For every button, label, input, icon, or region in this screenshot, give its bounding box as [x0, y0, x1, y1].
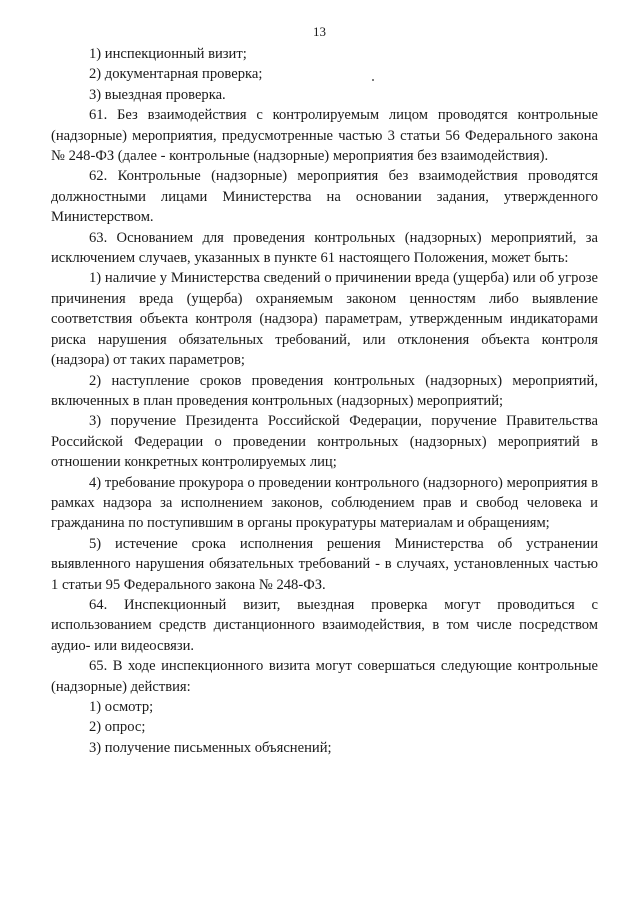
paragraph-63-item-4: 4) требование прокурора о проведении контрольного (надзорного) мероприятия в рамках надзора за исполнением законов, соблюдением прав и свобод человека и гражданина по поступившим в органы прокуратуры материалам и обращениям; — [51, 474, 598, 532]
paragraph-65-item-2: 2) опрос; — [89, 719, 146, 736]
list-item-onsite-check: 3) выездная проверка. — [89, 86, 226, 103]
paragraph-63-item-5: 5) истечение срока исполнения решения Министерства об устранении выявленного нарушения обязательных требований - в случаях, установленных частью 1 статьи 95 Федерального закона № 248-ФЗ. — [51, 535, 598, 593]
paragraph-65-item-1: 1) осмотр; — [89, 699, 154, 715]
paragraph-63: 63. Основанием для проведения контрольных (надзорных) мероприятий, за исключением случаев, указанных в пункте 61 настоящего Положения, может быть: — [51, 229, 598, 267]
document-body — [51, 44, 598, 758]
paragraph-62: 62. Контрольные (надзорные) мероприятия без взаимодействия проводятся должностными лицами Министерства на основании задания, утвержденного Министерством. — [51, 168, 598, 226]
paragraph-64: 64. Инспекционный визит, выездная проверка могут проводиться с использованием средств дистанционного взаимодействия, в том числе посредством аудио- или видеосвязи. — [51, 596, 598, 654]
list-item-inspection-visit: 1) инспекционный визит; — [89, 46, 247, 62]
paragraph-61: 61. Без взаимодействия с контролируемым лицом проводятся контрольные (надзорные) мероприятия, предусмотренные частью 3 статьи 56 Федерального закона № 248-ФЗ (далее - контрольные (надзорные) мероприятия без взаимодействия). — [51, 107, 598, 165]
paragraph-63-item-1: 1) наличие у Министерства сведений о причинении вреда (ущерба) или об угрозе причинения вреда (ущерба) охраняемым законом ценностям либо выявление соответствия объекта контроля (надзора) параметрам, утвержденным индикаторами риска нарушения обязательных требований, или отклонения объекта контроля (надзора) от таких параметров; — [51, 270, 598, 369]
paragraph-65: 65. В ходе инспекционного визита могут совершаться следующие контрольные (надзорные) действия: — [51, 658, 598, 695]
paragraph-63-item-3: 3) поручение Президента Российской Федерации, поручение Правительства Российской Федерации о проведении контрольных (надзорных) мероприятий в отношении конкретных контролируемых лиц; — [51, 413, 598, 471]
page-number: 13 — [313, 24, 326, 39]
paragraph-65-item-3: 3) получение письменных объяснений; — [89, 739, 332, 756]
paragraph-63-item-2: 2) наступление сроков проведения контрольных (надзорных) мероприятий, включенных в план проведения контрольных (надзорных) мероприятий; — [51, 372, 598, 409]
list-item-documentary-check: 2) документарная проверка; — [89, 66, 263, 83]
